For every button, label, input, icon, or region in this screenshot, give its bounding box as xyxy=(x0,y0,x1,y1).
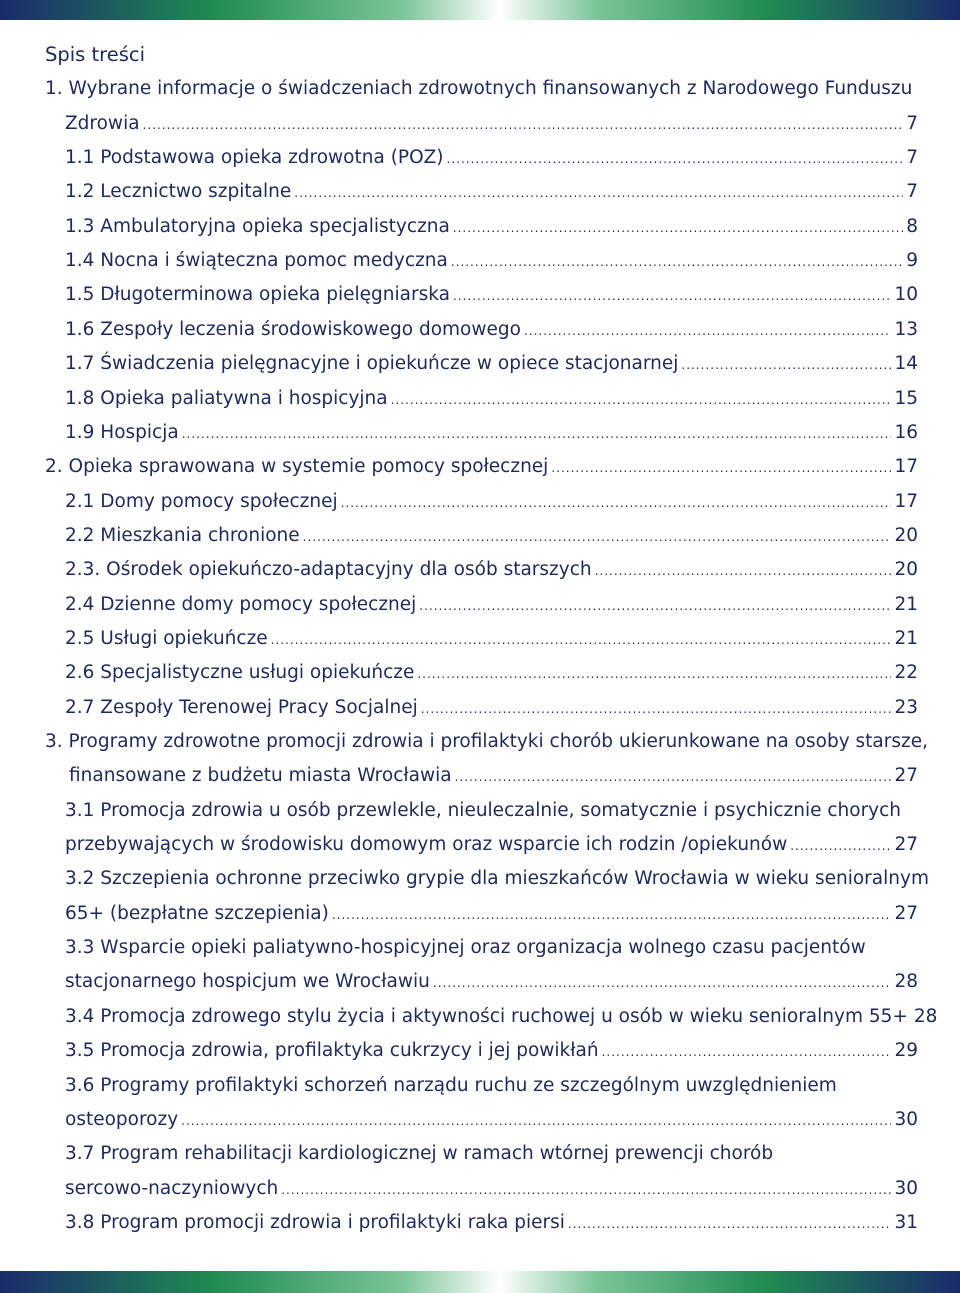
toc-entry-title: 2.7 Zespoły Terenowej Pracy Socjalnej xyxy=(65,696,418,718)
toc-entry-title: stacjonarnego hospicjum we Wrocławiu xyxy=(65,971,430,993)
toc-entry[interactable] xyxy=(65,175,918,209)
toc-page-number: 15 xyxy=(894,387,918,409)
toc-dot-leader xyxy=(303,520,892,554)
toc-entry[interactable] xyxy=(65,691,918,725)
toc-entry[interactable] xyxy=(65,278,918,312)
toc-page-number: 31 xyxy=(894,1211,918,1233)
toc-entry-title: 1.1 Podstawowa opieka zdrowotna (POZ) xyxy=(65,147,444,169)
toc-page-number: 7 xyxy=(906,112,918,134)
toc-page-number: 30 xyxy=(894,1177,918,1199)
toc-page-number: 21 xyxy=(894,593,918,615)
toc-entry-title: 1.9 Hospicja xyxy=(65,421,179,443)
toc-entry[interactable] xyxy=(65,107,918,141)
toc-page-number: 27 xyxy=(894,902,918,924)
toc-entry[interactable] xyxy=(65,141,918,175)
toc-entry-title: 2. Opieka sprawowana w systemie pomocy społecznej xyxy=(45,456,549,478)
toc-entry-title: 1.3 Ambulatoryjna opieka specjalistyczna xyxy=(65,215,450,237)
toc-page-number: 14 xyxy=(894,353,918,375)
toc-entry[interactable] xyxy=(65,553,918,587)
toc-entry-title: przebywających w środowisku domowym oraz wsparcie ich rodzin /opiekunów xyxy=(65,834,788,856)
toc-dot-leader xyxy=(271,623,892,657)
toc-dot-leader xyxy=(143,108,904,142)
toc-page-number: 17 xyxy=(894,490,918,512)
toc-entry-first-line: 3.1 Promocja zdrowia u osób przewlekle, nieuleczalnie, somatycznie i psychicznie chorych xyxy=(65,799,902,821)
bottom-decorative-band xyxy=(0,1271,960,1293)
toc-dot-leader xyxy=(294,176,903,210)
toc-entry[interactable] xyxy=(65,1000,938,1034)
toc-page-number: 16 xyxy=(894,421,918,443)
toc-entry[interactable] xyxy=(65,1034,918,1068)
toc-entry-title: 2.5 Usługi opiekuńcze xyxy=(65,627,268,649)
toc-entry-title: 2.3. Ośrodek opiekuńczo-adaptacyjny dla osób starszych xyxy=(65,559,592,581)
toc-dot-leader xyxy=(568,1207,892,1241)
toc-dot-leader xyxy=(281,1173,891,1207)
toc-dot-leader xyxy=(681,348,891,382)
toc-dot-leader xyxy=(602,1035,892,1069)
toc-entry-title: Zdrowia xyxy=(65,112,140,134)
toc-entry-first-line: 3.3 Wsparcie opieki paliatywno-hospicyjnej oraz organizacja wolnego czasu pacjentów xyxy=(65,937,866,959)
top-decorative-band xyxy=(0,0,960,20)
toc-entry-title: 3.5 Promocja zdrowia, profilaktyka cukrzycy i jej powikłań xyxy=(65,1040,599,1062)
toc-dot-leader xyxy=(453,211,903,245)
toc-page-number: 23 xyxy=(894,696,918,718)
toc-dot-leader xyxy=(332,898,892,932)
toc-dot-leader xyxy=(417,657,891,691)
toc-page-number: 10 xyxy=(894,284,918,306)
toc-page-number: 30 xyxy=(894,1108,918,1130)
toc-dot-leader xyxy=(451,245,903,279)
toc-entry-title: osteoporozy xyxy=(65,1108,179,1130)
toc-entry-first-line: 3.2 Szczepienia ochronne przeciwko grypie dla mieszkańców Wrocławia w wieku senioralnym xyxy=(65,868,929,890)
toc-page-number: 7 xyxy=(906,181,918,203)
toc-entry-first-line: 1. Wybrane informacje o świadczeniach zdrowotnych finansowanych z Narodowego Funduszu xyxy=(45,78,913,100)
toc-dot-leader xyxy=(182,417,892,451)
toc-entry[interactable] xyxy=(65,897,918,931)
toc-entry-title: 2.6 Specjalistyczne usługi opiekuńcze xyxy=(65,662,415,684)
toc-dot-leader xyxy=(391,383,892,417)
toc-entry-title: 2.4 Dzienne domy pomocy społecznej xyxy=(65,593,417,615)
toc-entry-title: 1.4 Nocna i świąteczna pomoc medyczna xyxy=(65,250,448,272)
toc-dot-leader xyxy=(421,692,892,726)
toc-entry[interactable] xyxy=(65,244,918,278)
toc-page-number: 20 xyxy=(894,559,918,581)
toc-entry[interactable] xyxy=(65,210,918,244)
toc-page-number: 27 xyxy=(894,765,918,787)
toc-page-number: 17 xyxy=(894,456,918,478)
toc-page-number: 13 xyxy=(894,318,918,340)
toc-dot-leader xyxy=(181,1104,891,1138)
toc-entry[interactable] xyxy=(65,1103,918,1137)
toc-entry[interactable] xyxy=(65,588,918,622)
toc-entry[interactable] xyxy=(65,347,918,381)
toc-entry-title: 1.2 Lecznictwo szpitalne xyxy=(65,181,292,203)
toc-entry-first-line: 3.6 Programy profilaktyki schorzeń narządu ruchu ze szczególnym uwzględnieniem xyxy=(65,1074,837,1096)
toc-dot-leader xyxy=(447,142,904,176)
toc-page-number: 9 xyxy=(906,250,918,272)
toc-entry-title: sercowo-naczyniowych xyxy=(65,1177,279,1199)
toc-entry-title: 2.1 Domy pomocy społecznej xyxy=(65,490,338,512)
toc-entry-title: 1.7 Świadczenia pielęgnacyjne i opiekuńcze w opiece stacjonarnej xyxy=(65,353,679,375)
toc-page-number: 22 xyxy=(894,662,918,684)
toc-dot-leader xyxy=(341,486,892,520)
toc-page-number: 21 xyxy=(894,627,918,649)
toc-entry[interactable] xyxy=(69,759,918,793)
toc-entry[interactable] xyxy=(65,313,918,347)
toc-entry-title: 1.6 Zespoły leczenia środowiskowego domowego xyxy=(65,318,521,340)
toc-entry-title: finansowane z budżetu miasta Wrocławia xyxy=(69,765,452,787)
toc-entry-title: 3.8 Program promocji zdrowia i profilaktyki raka piersi xyxy=(65,1211,565,1233)
toc-page-number: 8 xyxy=(906,215,918,237)
toc-entry[interactable] xyxy=(65,382,918,416)
toc-entry[interactable] xyxy=(65,656,918,690)
toc-dot-leader xyxy=(790,829,891,863)
toc-entry[interactable] xyxy=(65,1172,918,1206)
toc-entry[interactable] xyxy=(65,622,918,656)
toc-entry[interactable] xyxy=(65,965,918,999)
toc-dot-leader xyxy=(455,760,892,794)
toc-entry[interactable] xyxy=(45,450,918,484)
toc-page-number: 27 xyxy=(894,834,918,856)
toc-dot-leader xyxy=(551,451,891,485)
toc-page-number: 29 xyxy=(894,1040,918,1062)
toc-title: Spis treści xyxy=(45,43,146,66)
toc-entry-first-line: 3.7 Program rehabilitacji kardiologicznej w ramach wtórnej prewencji chorób xyxy=(65,1143,774,1165)
toc-page-number: 28 xyxy=(913,1005,938,1027)
toc-entry[interactable] xyxy=(65,519,918,553)
toc-dot-leader xyxy=(524,314,892,348)
toc-entry[interactable] xyxy=(65,485,918,519)
toc-entry-title: 2.2 Mieszkania chronione xyxy=(65,524,300,546)
toc-dot-leader xyxy=(595,554,892,588)
toc-page-number: 20 xyxy=(894,524,918,546)
toc-entry-title: 65+ (bezpłatne szczepienia) xyxy=(65,902,329,924)
toc-entry-title: 1.8 Opieka paliatywna i hospicyjna xyxy=(65,387,388,409)
toc-entry-title: 3.4 Promocja zdrowego stylu życia i aktywności ruchowej u osób w wieku senioralnym 55+ xyxy=(65,1005,908,1027)
toc-entry[interactable] xyxy=(65,1206,918,1240)
toc-page-number: 28 xyxy=(894,971,918,993)
toc-entry-title: 1.5 Długoterminowa opieka pielęgniarska xyxy=(65,284,450,306)
toc-page-number: 7 xyxy=(906,147,918,169)
toc-dot-leader xyxy=(453,279,892,313)
toc-entry[interactable] xyxy=(65,416,918,450)
toc-dot-leader xyxy=(433,966,892,1000)
toc-entry-first-line: 3. Programy zdrowotne promocji zdrowia i profilaktyki chorób ukierunkowane na osoby starsze, xyxy=(45,731,928,752)
toc-dot-leader xyxy=(419,589,891,623)
toc-entry[interactable] xyxy=(65,828,918,862)
